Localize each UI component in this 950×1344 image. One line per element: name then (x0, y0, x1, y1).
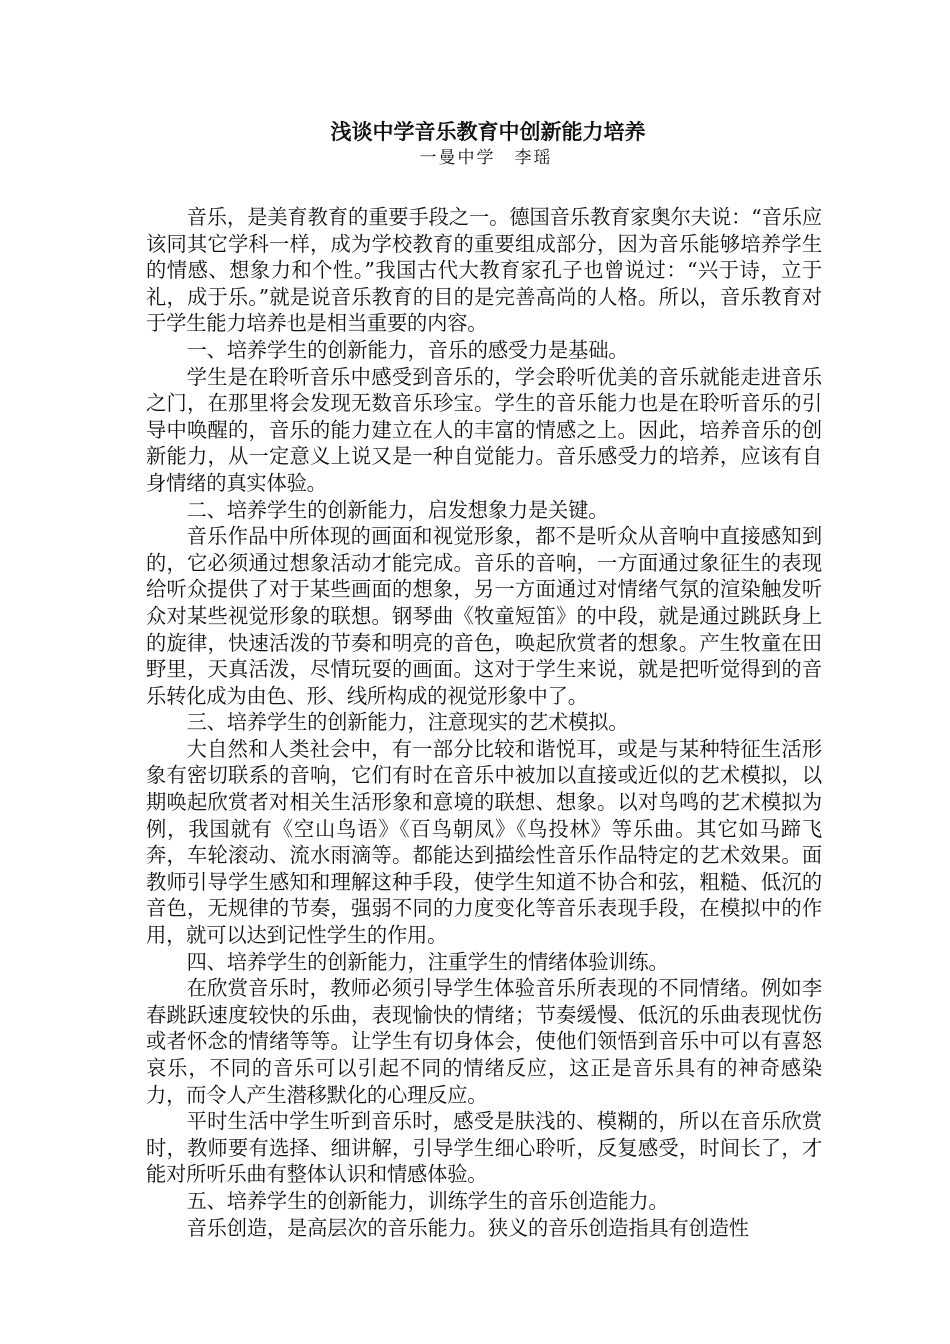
paragraph-4a: 在欣赏音乐时，教师必须引导学生体验音乐所表现的不同情绪。例如李春跳跃速度较快的乐曲，表现愉快的情绪；节奏缓慢、低沉的乐曲表现忧伤或者怀念的情绪等等。让学生有切身体会，使他们领悟到音乐中可以有喜怒哀乐，不同的音乐可以引起不同的情绪反应，这正是音乐具有的神奇感染力，而令人产生潜移默化的心理反应。 (146, 976, 822, 1107)
paragraph-3: 大自然和人类社会中，有一部分比较和谐悦耳，或是与某种特征生活形象有密切联系的音响，它们有时在音乐中被加以直接或近似的艺术模拟，以期唤起欣赏者对相关生活形象和意境的联想、想象。以对鸟鸣的艺术模拟为例，我国就有《空山鸟语》《百鸟朝凤》《鸟投林》等乐曲。其它如马蹄飞奔，车轮滚动、流水雨滴等。都能达到描绘性音乐作品特定的艺术效果。面教师引导学生感知和理解这种手段，使学生知道不协合和弦，粗糙、低沉的音色，无规律的节奏，强弱不同的力度变化等音乐表现手段，在模拟中的作用，就可以达到记性学生的作用。 (146, 736, 822, 948)
document-author: 一曼中学 李瑶 (419, 148, 553, 168)
paragraph-1: 学生是在聆听音乐中感受到音乐的，学会聆听优美的音乐就能走进音乐之门，在那里将会发现无数音乐珍宝。学生的音乐能力也是在聆听音乐的引导中唤醒的，音乐的能力建立在人的丰富的情感之上。因此，培养音乐的创新能力，从一定意义上说又是一种自觉能力。音乐感受力的培养，应该有自身情绪的真实体验。 (146, 364, 822, 495)
section-heading-2: 二、培养学生的创新能力，启发想象力是关键。 (186, 497, 609, 522)
paragraph-5: 音乐创造，是高层次的音乐能力。狭义的音乐创造指具有创造性 (186, 1215, 749, 1240)
section-heading-3: 三、培养学生的创新能力，注意现实的艺术模拟。 (186, 710, 629, 735)
document-page (146, 118, 822, 1241)
paragraph-2: 音乐作品中所体现的画面和视觉形象，都不是听众从音响中直接感知到的，它必须通过想象活动才能完成。音乐的音响，一方面通过象征生的表现给听众提供了对于某些画面的想象，另一方面通过对情绪气氛的渲染触发听众对某些视觉形象的联想。钢琴曲《牧童短笛》的中段，就是通过跳跃身上的旋律，快速活泼的节奏和明亮的音色，唤起欣赏者的想象。产生牧童在田野里，天真活泼，尽情玩耍的画面。这对于学生来说，就是把听觉得到的音乐转化成为由色、形、线所构成的视觉形象中了。 (146, 524, 822, 708)
paragraph-intro: 音乐，是美育教育的重要手段之一。德国音乐教育家奥尔夫说：“音乐应该同其它学科一样，成为学校教育的重要组成部分，因为音乐能够培养学生的情感、想象力和个性。”我国古代大教育家孔子也曾说过：“兴于诗，立于礼，成于乐。”就是说音乐教育的目的是完善高尚的人格。所以，音乐教育对于学生能力培养也是相当重要的内容。 (146, 205, 822, 336)
section-heading-5: 五、培养学生的创新能力，训练学生的音乐创造能力。 (186, 1188, 669, 1213)
section-heading-1: 一、培养学生的创新能力，音乐的感受力是基础。 (186, 337, 629, 362)
section-heading-4: 四、培养学生的创新能力，注重学生的情绪体验训练。 (186, 949, 669, 974)
document-title: 浅谈中学音乐教育中创新能力培养 (330, 120, 646, 144)
paragraph-4b: 平时生活中学生听到音乐时，感受是肤浅的、模糊的，所以在音乐欣赏时，教师要有选择、细讲解，引导学生细心聆听，反复感受，时间长了，才能对所听乐曲有整体认识和情感体验。 (146, 1109, 822, 1187)
